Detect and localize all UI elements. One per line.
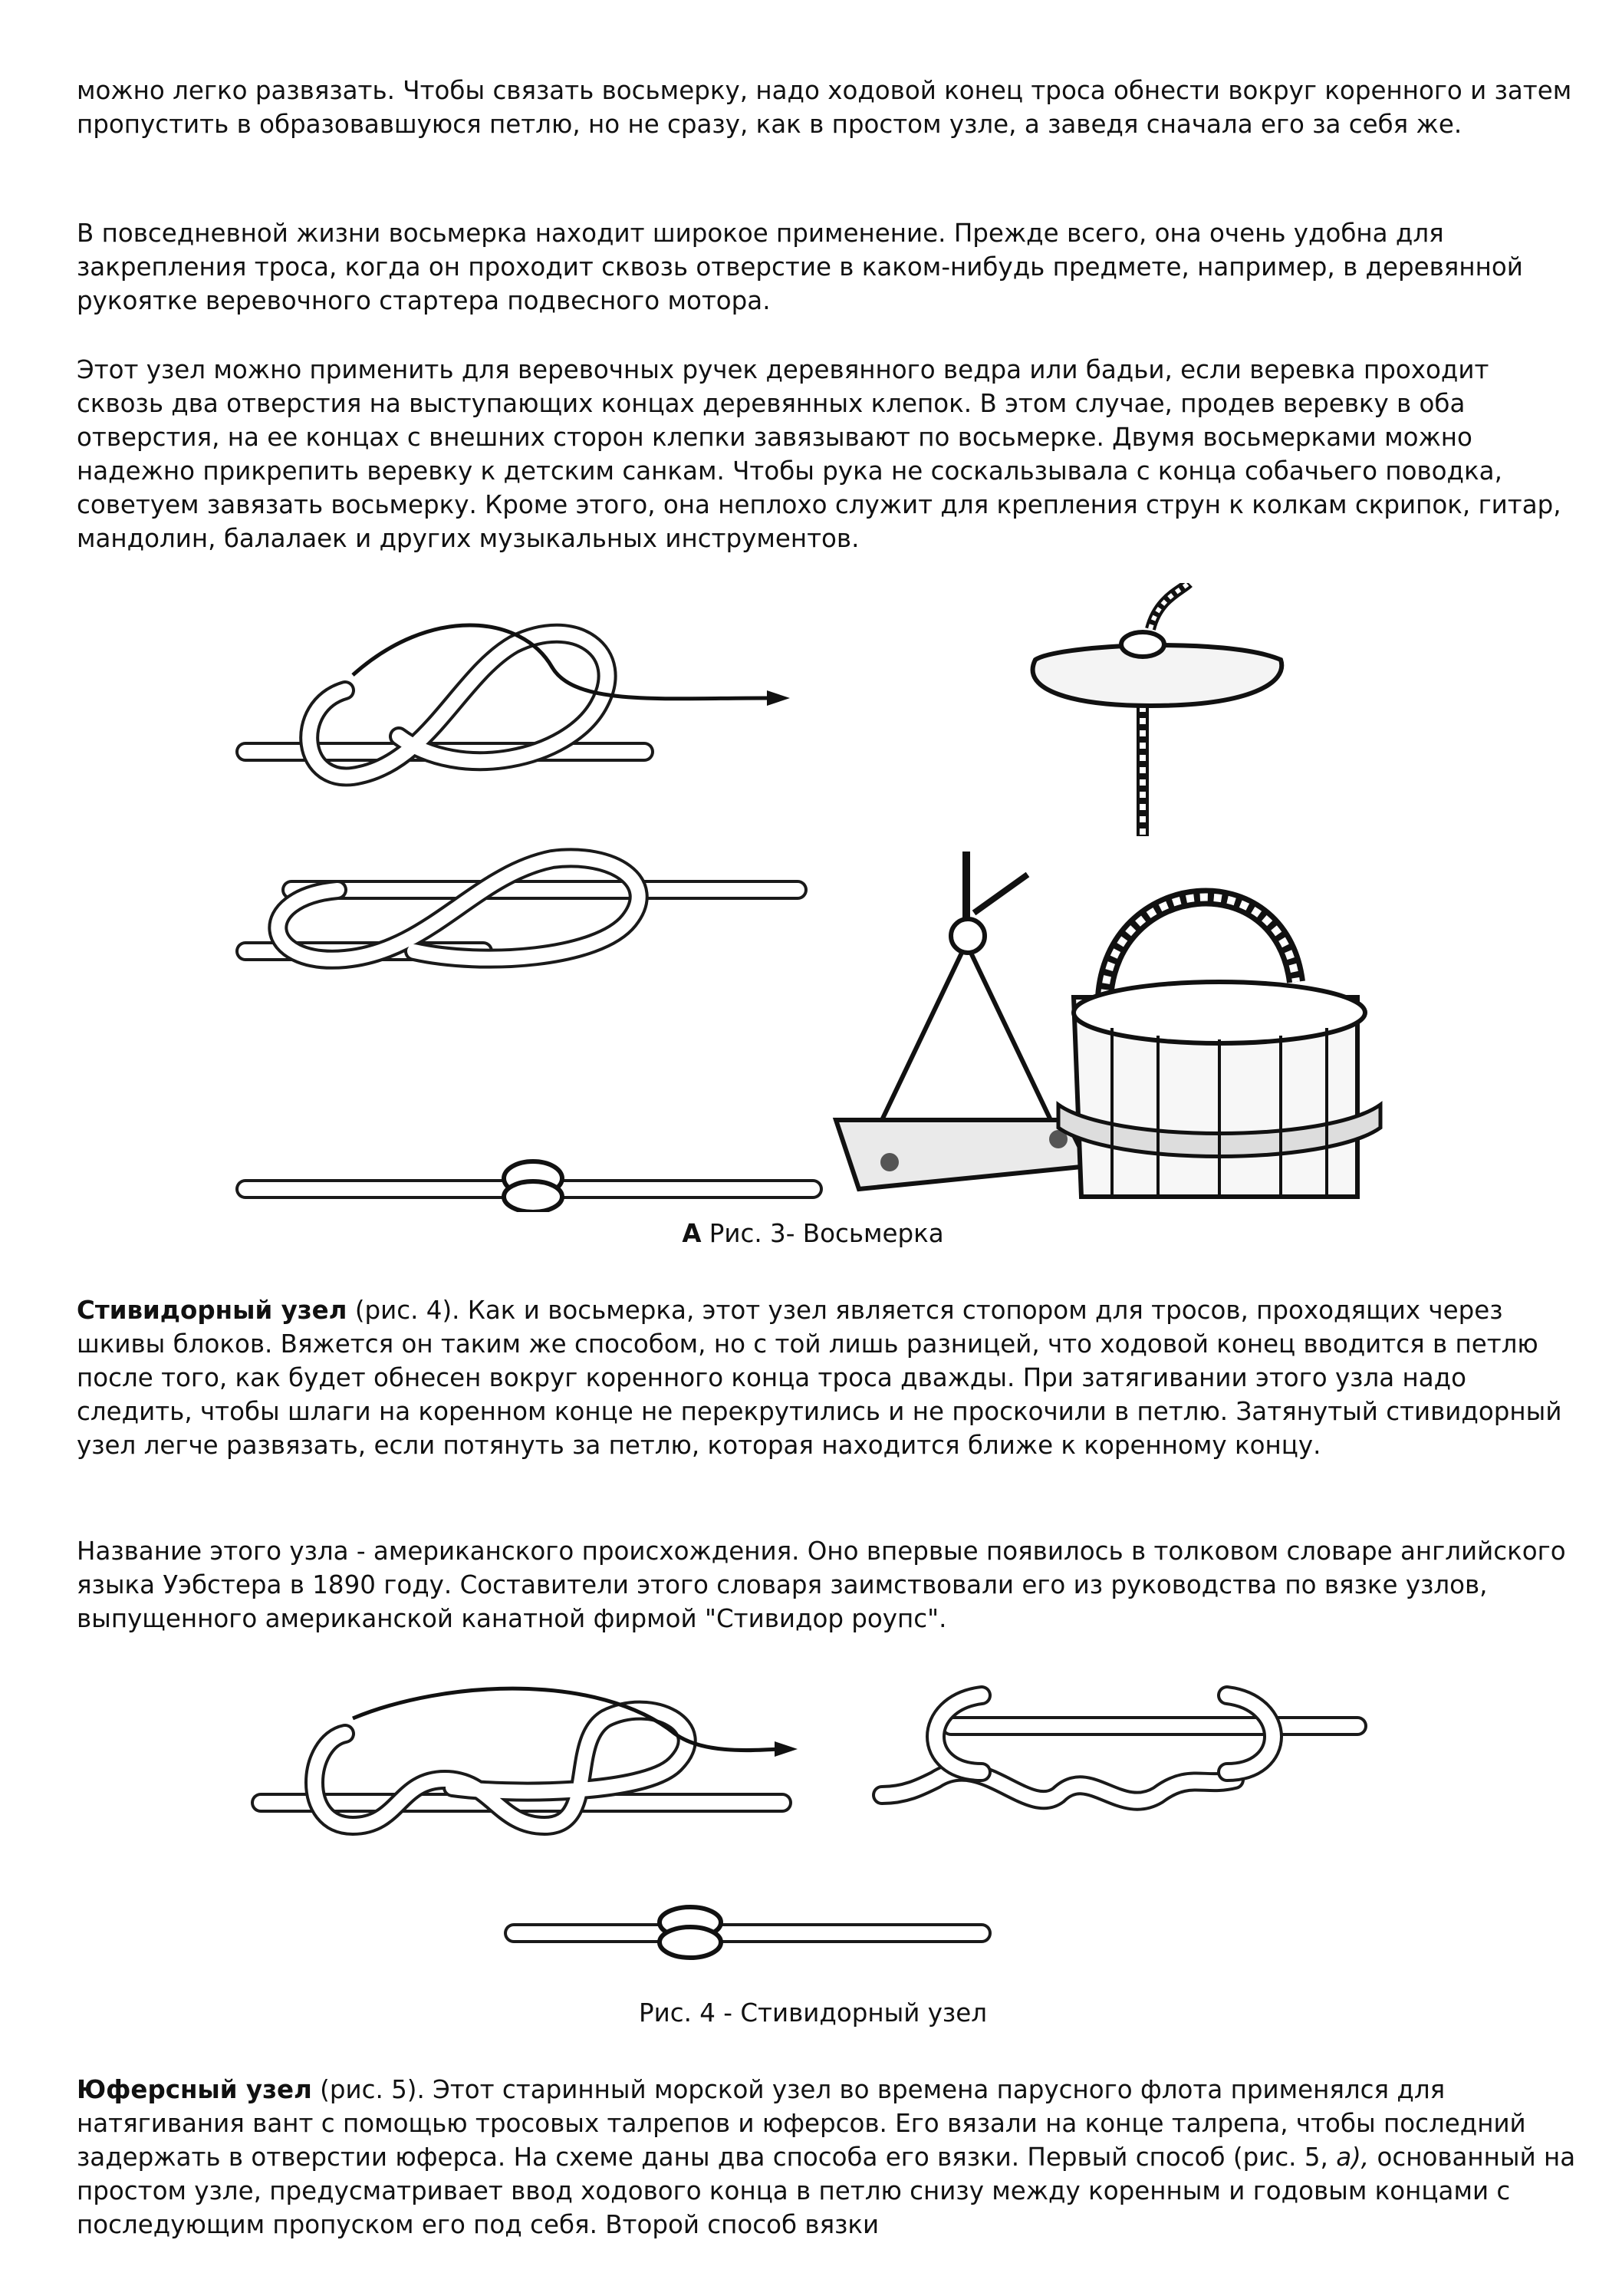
swing-drawing — [836, 852, 1089, 1189]
figure-eight-loose-drawing — [245, 625, 790, 776]
paragraph-6-text-a: (рис. 5). Этот старинный морской узел во времена парусного флота применялся для натягивания вант с помощью тросовых талрепов и юферсов. Его вязали на конце талрепа, чтобы последний задержать в отверстии юферса. На схеме даны два способа его вязки. Первый способ (рис. 5, — [77, 2075, 1526, 2172]
paragraph-1: можно легко развязать. Чтобы связать восьмерку, надо ходовой конец троса обнести вокруг коренного и затем пропустить в образовавшуюся петлю, но не сразу, как в простом узле, а заведя сначала его за себя же. — [77, 76, 1572, 139]
starter-handle-drawing — [1033, 583, 1282, 836]
figure-3-caption-letter: А — [682, 1219, 702, 1248]
paragraph-6-italic: а), — [1336, 2143, 1370, 2172]
paragraph-2: В повседневной жизни восьмерка находит широкое применение. Прежде всего, она очень удобна для закрепления троса, когда он проходит сквозь отверстие в каком-нибудь предмете, например, в деревянной рукоятке веревочного стартера подвесного мотора. — [77, 219, 1523, 315]
paragraph-4-title: Стивидорный узел — [77, 1296, 347, 1325]
figure-eight-forming-drawing — [245, 858, 798, 959]
stevedore-knot-tight-drawing — [514, 1907, 982, 1958]
paragraph-4 — [77, 1293, 1580, 1462]
wooden-bucket-drawing — [1058, 898, 1380, 1197]
paragraph-6 — [77, 2073, 1580, 2242]
stevedore-knot-forming-drawing — [882, 1695, 1357, 1801]
paragraph-3: Этот узел можно применить для веревочных ручек деревянного ведра или бадьи, если веревка проходит сквозь два отверстия на выступающих концах деревянных клепок. В этом случае, продев веревку в оба отверстия, на ее концах с внешних сторон клепки завязывают по восьмерке. Двумя восьмерками можно надежно прикрепить веревку к детским санкам. Чтобы рука не соскальзывала с конца собачьего поводка, советуем завязать восьмерку. Кроме этого, она неплохо служит для крепления струн к колкам скрипок, гитар, мандолин, балалаек и других музыкальных инструментов. — [77, 355, 1561, 553]
figure-3-illustrations — [230, 583, 1396, 1212]
figure-3-caption-text: Рис. 3- Восьмерка — [701, 1219, 944, 1248]
figure-4-caption: Рис. 4 - Стивидорный узел — [639, 1998, 987, 2028]
paragraph-5: Название этого узла - американского происхождения. Оно впервые появилось в толковом словаре английского языка Уэбстера в 1890 году. Составители этого словаря заимствовали его из руководства по вязке узлов, выпущенного американской канатной фирмой "Стивидор роупс". — [77, 1537, 1566, 1633]
paragraph-6-title: Юферсный узел — [77, 2075, 312, 2104]
paragraph-4-text: (рис. 4). Как и восьмерка, этот узел является стопором для тросов, проходящих через шкивы блоков. Вяжется он таким же способом, но с той лишь разницей, что ходовой конец вводится в петлю после того, как будет обнесен вокруг коренного конца троса дважды. При затягивании этого узла надо следить, чтобы шлаги на коренном конце не перекрутились и не проскочили в петлю. Затянутый стивидорный узел легче развязать, если потянуть за петлю, которая находится ближе к коренному концу. — [77, 1296, 1562, 1460]
figure-3-caption — [537, 1217, 1089, 1250]
figure-4-illustrations — [245, 1672, 1380, 1979]
paragraph-6-text-b: основанный на простом узле, предусматривает ввод ходового конца в петлю снизу между коренным и годовым концами с последующим пропуском его под себя. Второй способ вязки — [77, 2143, 1576, 2239]
stevedore-knot-loose-drawing — [261, 1688, 798, 1826]
figure-eight-tight-drawing — [245, 1161, 813, 1212]
